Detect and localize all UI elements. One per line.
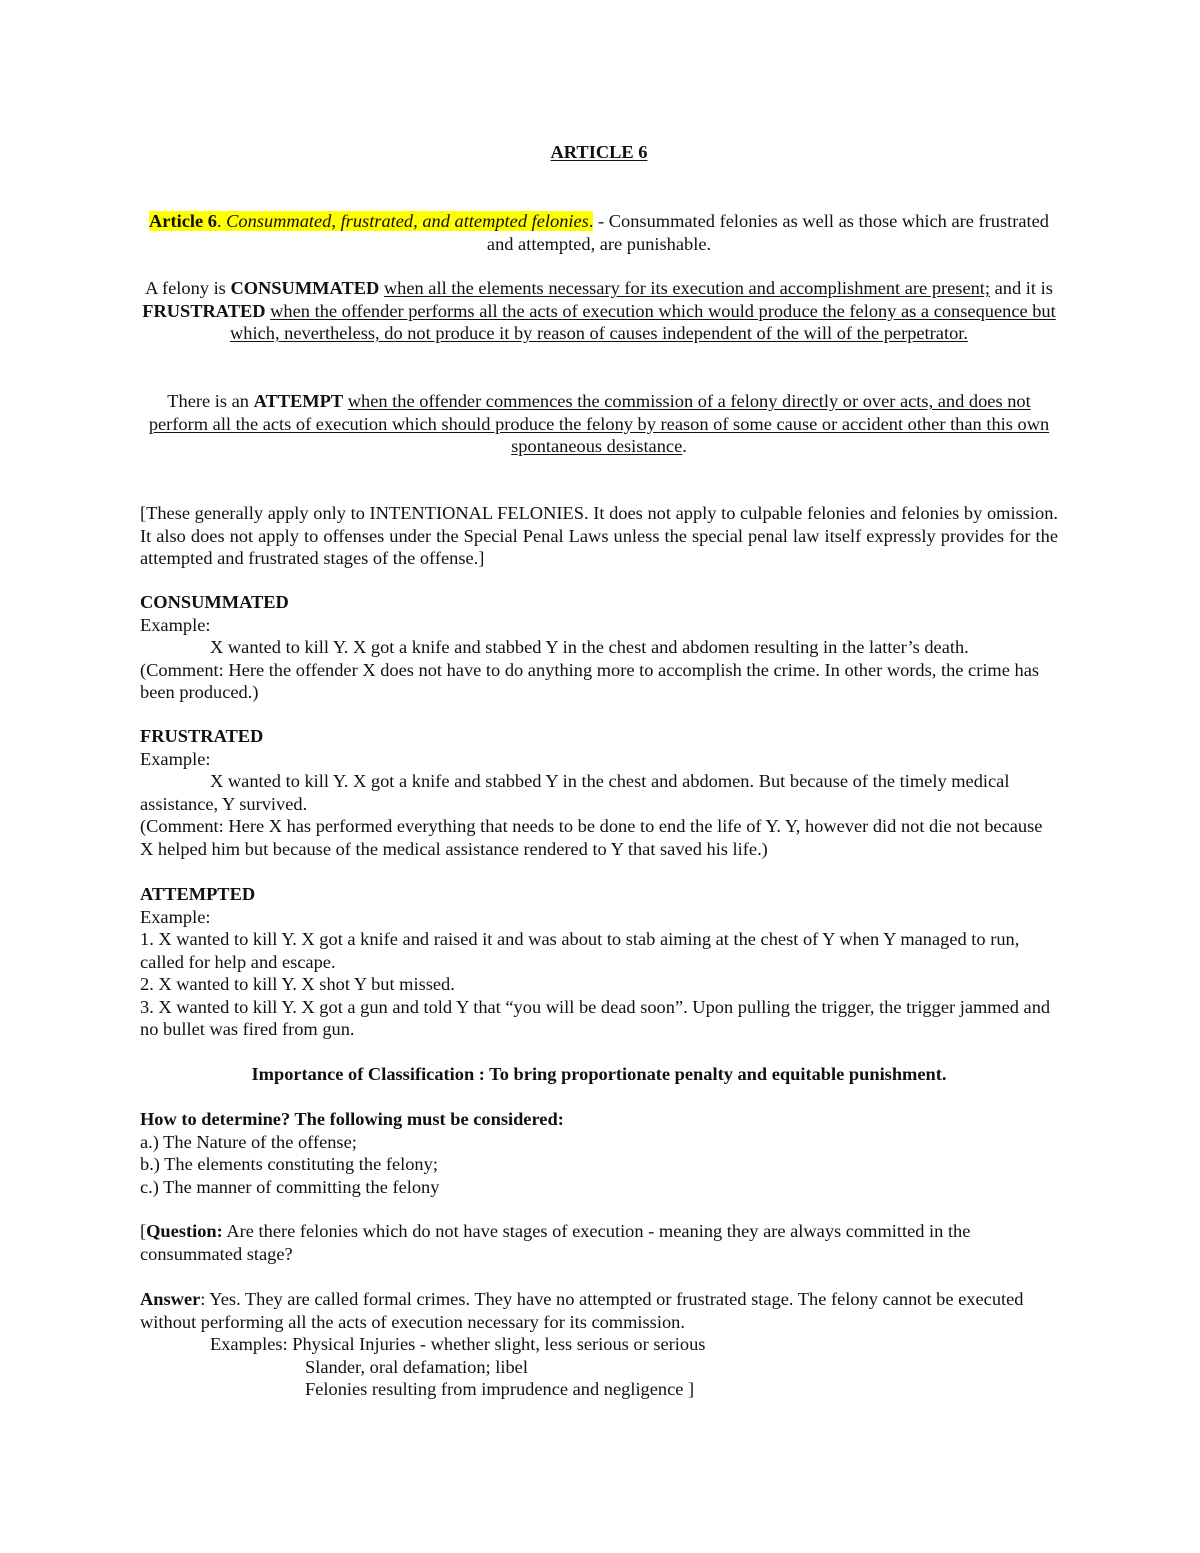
article-text: - Consummated felonies as well as those which are frustrated and attempted, are punishable. bbox=[486, 211, 1049, 254]
answer-section bbox=[140, 1288, 1058, 1401]
def-consummated-text: when all the elements necessary for its execution and accomplishment are present; bbox=[383, 278, 991, 298]
list-item: b.) The elements constituting the felony; bbox=[140, 1154, 438, 1174]
attempt-term: ATTEMPT bbox=[253, 391, 344, 411]
attempt-text: when the offender commences the commission of a felony directly or over acts, and does not perform all the acts of execution which should produce the felony by reason of some cause or accident other than this own spontaneous desistance bbox=[148, 391, 1050, 456]
answer-label: Answer bbox=[140, 1289, 201, 1309]
article-sep: . bbox=[216, 211, 222, 231]
consummated-comment: (Comment: Here the offender X does not have to do anything more to accomplish the crime. In other words, the crime has been produced.) bbox=[140, 659, 1040, 702]
attempted-example-label: Example: bbox=[140, 906, 211, 927]
frustrated-example-label: Example: bbox=[140, 748, 211, 769]
question-paragraph bbox=[140, 1220, 1058, 1265]
list-item: Slander, oral defamation; libel bbox=[305, 1356, 528, 1377]
attempt-definition bbox=[140, 390, 1058, 458]
consummated-example: X wanted to kill Y. X got a knife and stabbed Y in the chest and abdomen resulting in the latter’s death. bbox=[210, 637, 969, 657]
importance-line: Importance of Classification : To bring proportionate penalty and equitable punishment. bbox=[251, 1064, 947, 1084]
question-label: Question: bbox=[146, 1221, 223, 1241]
answer-paragraph bbox=[140, 1288, 1058, 1333]
consummated-definition bbox=[140, 277, 1058, 345]
scope-note: [These generally apply only to INTENTIONAL FELONIES. It does not apply to culpable felonies and felonies by omission. It also does not apply to offenses under the Special Penal Laws unless the special penal law itself expressly provides for the attempted and frustrated stages of the offense.] bbox=[140, 503, 1058, 568]
list-item: c.) The manner of committing the felony bbox=[140, 1176, 440, 1197]
consummated-example-label: Example: bbox=[140, 614, 211, 635]
consummated-heading: CONSUMMATED bbox=[140, 592, 289, 612]
list-item: a.) The Nature of the offense; bbox=[140, 1131, 357, 1152]
attempted-section bbox=[140, 883, 1058, 1041]
def-term-consummated: CONSUMMATED bbox=[230, 278, 380, 298]
frustrated-comment: (Comment: Here X has performed everything that needs to be done to end the life of Y. Y, however did not die not because X helped him but because of the medical assistance rendered to Y that saved his life.) bbox=[140, 816, 1043, 859]
determine-section bbox=[140, 1108, 1058, 1198]
list-item: 3. X wanted to kill Y. X got a gun and told Y that “you will be dead soon”. Upon pulling the trigger, the trigger jammed and no bullet was fired from gun. bbox=[140, 996, 1051, 1039]
def-frustrated-text: when the offender performs all the acts of execution which would produce the felony as a consequence but which, nevertheless, do not produce it by reason of causes independent of the will of the perpetrator. bbox=[230, 300, 1056, 343]
determine-heading: How to determine? The following must be considered: bbox=[140, 1109, 564, 1129]
answer-text: : Yes. They are called formal crimes. They have no attempted or frustrated stage. The felony cannot be executed without performing all the acts of execution necessary for its commission. bbox=[140, 1289, 1024, 1332]
frustrated-example: X wanted to kill Y. X got a knife and stabbed Y in the chest and abdomen. But because of the timely medical assistance, Y survived. bbox=[140, 771, 1010, 814]
frustrated-section bbox=[140, 725, 1058, 860]
consummated-section bbox=[140, 591, 1058, 704]
attempted-heading: ATTEMPTED bbox=[140, 884, 256, 904]
page-title-text: ARTICLE 6 bbox=[550, 142, 648, 162]
attempt-end: . bbox=[682, 436, 687, 456]
question-bracket: [ bbox=[140, 1221, 147, 1241]
article-dot: . bbox=[588, 211, 594, 231]
frustrated-heading: FRUSTRATED bbox=[140, 726, 264, 746]
article-highlight bbox=[149, 211, 593, 231]
question-text: Are there felonies which do not have stages of execution - meaning they are always committed in the consummated stage? bbox=[140, 1221, 971, 1264]
page-title bbox=[140, 141, 1058, 164]
answer-examples: Examples: Physical Injuries - whether slight, less serious or serious bbox=[210, 1334, 706, 1354]
def-pre: A felony is bbox=[145, 278, 231, 298]
article-paragraph bbox=[140, 210, 1058, 255]
article-label: Article 6 bbox=[149, 211, 217, 231]
def-term-frustrated: FRUSTRATED bbox=[142, 300, 266, 321]
list-item: 2. X wanted to kill Y. X shot Y but missed. bbox=[140, 974, 455, 994]
list-item: Felonies resulting from imprudence and negligence ] bbox=[305, 1379, 695, 1399]
list-item: 1. X wanted to kill Y. X got a knife and raised it and was about to stab aiming at the chest of Y when Y managed to run, called for help and escape. bbox=[140, 929, 1020, 972]
def-join: and it is bbox=[990, 278, 1053, 298]
article-name: Consummated, frustrated, and attempted felonies bbox=[226, 211, 589, 231]
attempt-pre: There is an bbox=[167, 391, 254, 411]
